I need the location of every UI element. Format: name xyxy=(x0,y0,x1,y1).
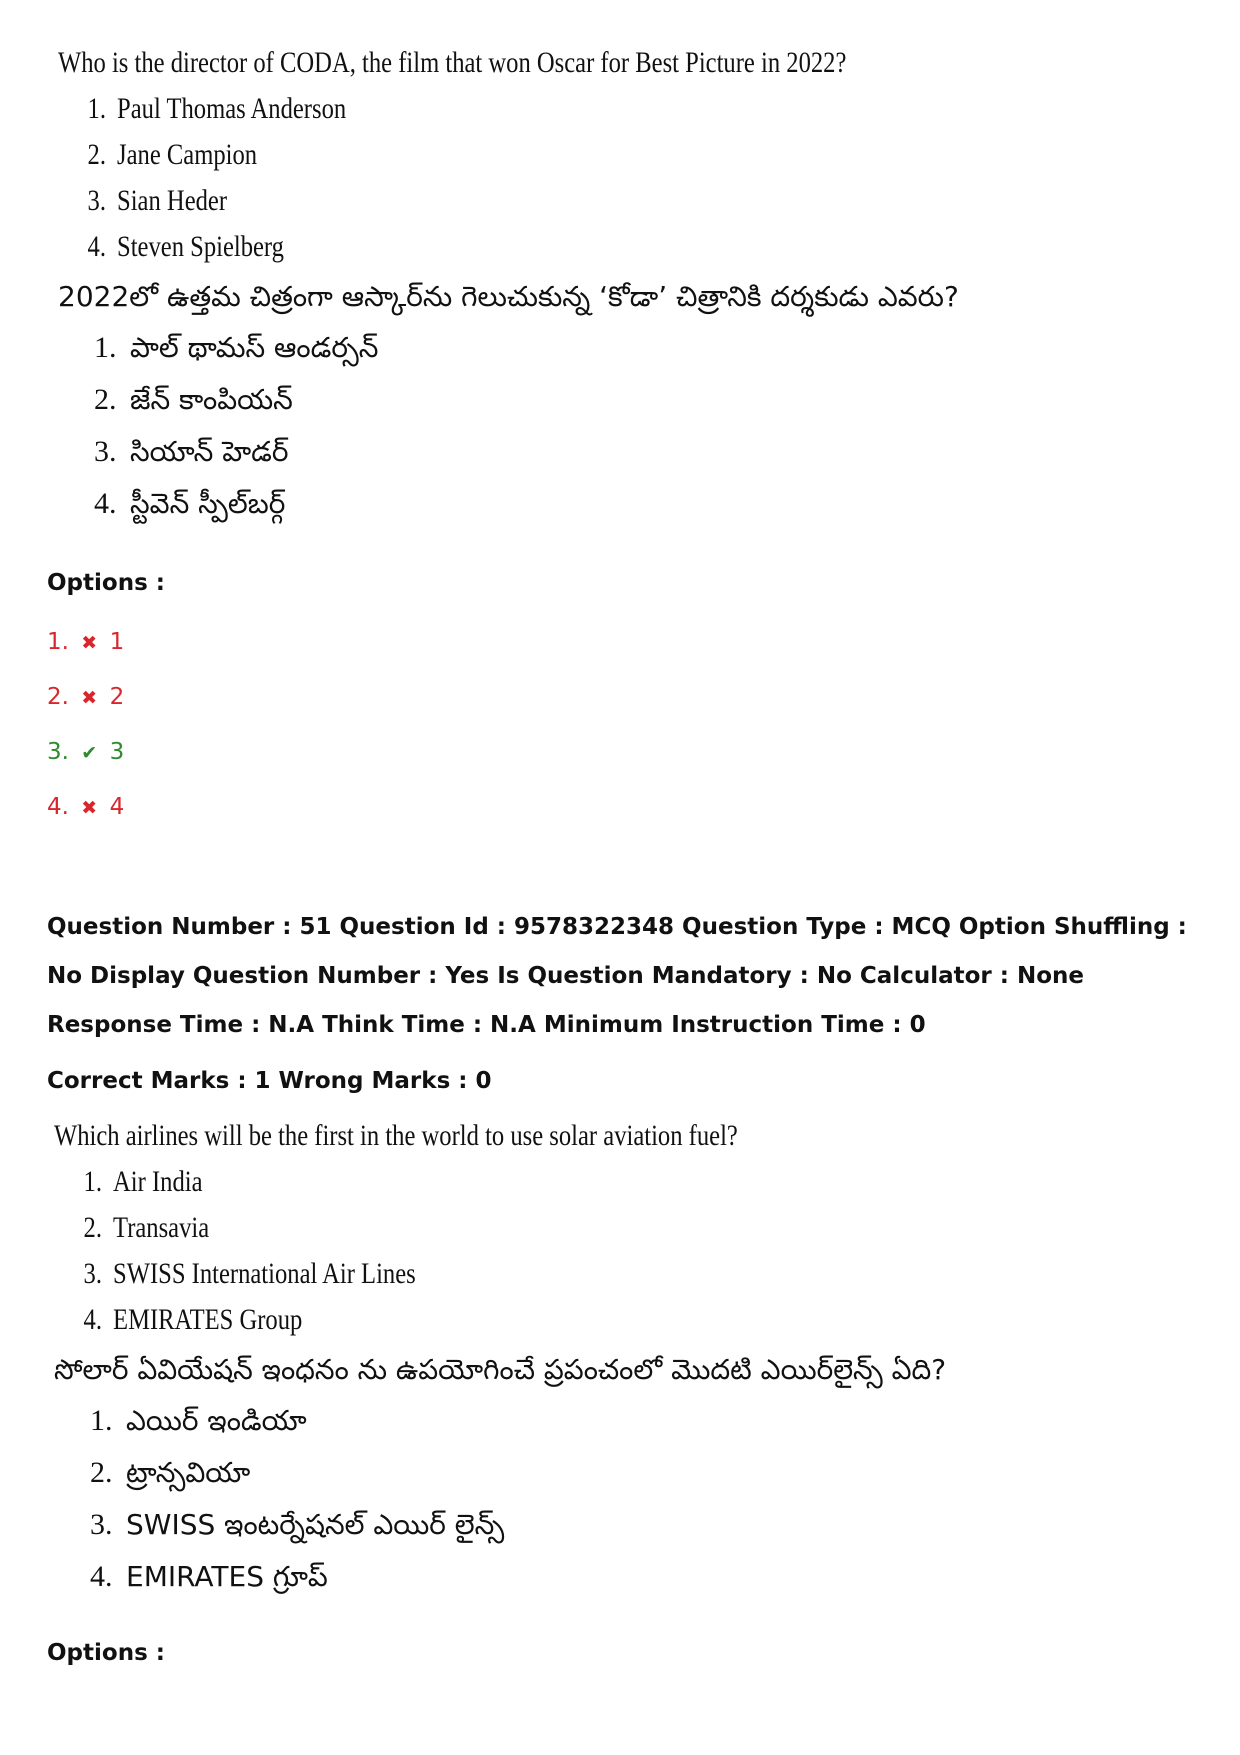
q51-option-te-3: 3. SWISS ఇంటర్నేషనల్ ఎయిర్ లైన్స్ xyxy=(90,1508,505,1541)
q51-option-en-4: 4. EMIRATES Group xyxy=(83,1303,303,1336)
q51-english-block xyxy=(54,1113,888,1343)
q51-telugu-block xyxy=(54,1345,946,1603)
q50-question-te: 2022లో ఉత్తమ చిత్రంగా ఆస్కార్‌ను గెలుచుకున్న ‘కోడా’ చిత్రానికి దర్శకుడు ఎవరు? xyxy=(58,280,959,313)
q51-option-en-1: 1. Air India xyxy=(83,1165,203,1198)
q50-telugu-block xyxy=(58,272,959,530)
q51-options-label: Options : xyxy=(47,1640,165,1666)
q50-option-te-4: 4. స్టీవెన్ స్పీల్‌బర్గ్ xyxy=(94,487,286,520)
q51-marks-info: Correct Marks : 1 Wrong Marks : 0 xyxy=(47,1068,492,1094)
q51-option-te-2: 2. ట్రాన్సవియా xyxy=(90,1456,251,1489)
cross-icon: ✖ xyxy=(81,687,98,709)
q51-options-te-list xyxy=(54,1395,946,1603)
q51-option-te-4: 4. EMIRATES గ్రూప్ xyxy=(90,1560,328,1593)
q51-option-en-2: 2. Transavia xyxy=(83,1211,210,1244)
q50-option-te-2: 2. జేన్ కాంపియన్ xyxy=(94,383,293,416)
q50-option-te-3: 3. సియాన్ హెడర్ xyxy=(94,435,289,468)
q51-options-en-list xyxy=(54,1159,888,1343)
q50-option-en-1: 1. Paul Thomas Anderson xyxy=(87,92,347,125)
q50-options-label: Options : xyxy=(47,570,165,596)
q51-question-te: సోలార్ ఏవియేషన్ ఇంధనం ను ఉపయోగించే ప్రపంచంలో మొదటి ఎయిర్‌లైన్స్ ఏది? xyxy=(54,1353,947,1386)
q50-answer-options xyxy=(47,622,124,842)
cross-icon: ✖ xyxy=(81,797,98,819)
q50-question-en: Who is the director of CODA, the film that won Oscar for Best Picture in 2022? xyxy=(58,46,847,79)
q50-option-en-3: 3. Sian Heder xyxy=(87,184,228,217)
q51-meta-info: Question Number : 51 Question Id : 9578322348 Question Type : MCQ Option Shuffling : No Display Question Number : Yes Is Question Mandatory : No Calculator : None Response Time : N.A Think Time : N.A Minimum Instruction Time : 0 xyxy=(47,914,1187,1038)
q51-option-te-1: 1. ఎయిర్ ఇండియా xyxy=(90,1404,307,1437)
answer-option-3[interactable]: 3. ✔ 3 xyxy=(47,732,124,787)
answer-option-2[interactable]: 2. ✖ 2 xyxy=(47,677,124,732)
cross-icon: ✖ xyxy=(81,632,98,654)
q50-options-en-list xyxy=(58,86,1019,270)
answer-option-1[interactable]: 1. ✖ 1 xyxy=(47,622,124,677)
q50-option-en-4: 4. Steven Spielberg xyxy=(87,230,284,263)
check-icon: ✔ xyxy=(81,742,98,764)
q51-question-en: Which airlines will be the first in the world to use solar aviation fuel? xyxy=(54,1119,738,1152)
q51-option-en-3: 3. SWISS International Air Lines xyxy=(83,1257,416,1290)
q50-option-en-2: 2. Jane Campion xyxy=(87,138,258,171)
q50-english-block xyxy=(58,40,1019,270)
answer-option-4[interactable]: 4. ✖ 4 xyxy=(47,787,124,842)
q50-options-te-list xyxy=(58,322,959,530)
q50-option-te-1: 1. పాల్ థామస్ ఆండర్సన్ xyxy=(94,331,379,364)
